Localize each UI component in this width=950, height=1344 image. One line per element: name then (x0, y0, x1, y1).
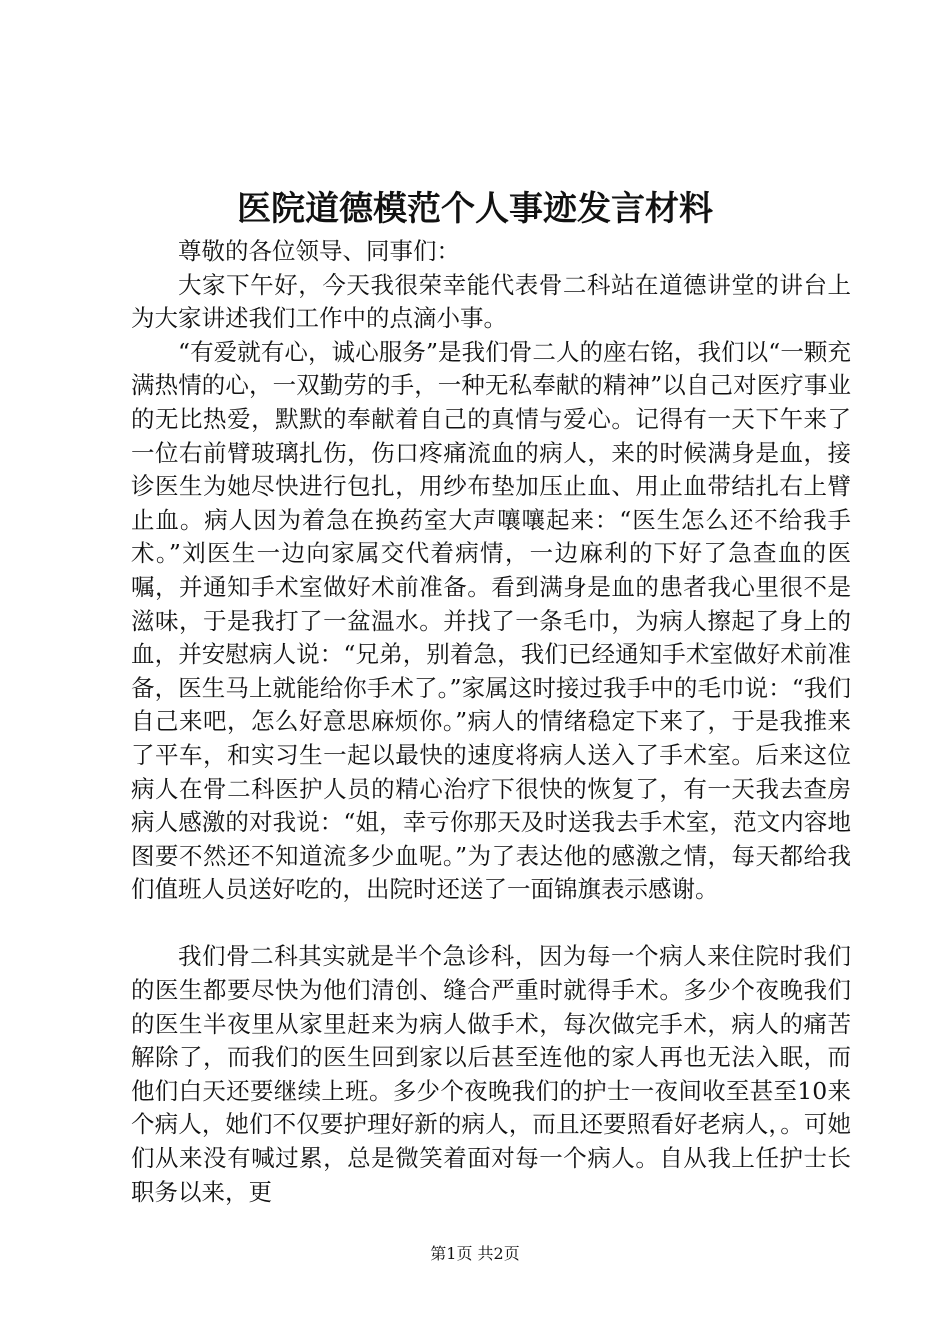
story-paragraph: “有爱就有心，诚心服务”是我们骨二人的座右铭，我们以“一颗充满热情的心，一双勤劳的手，一种无私奉献的精神”以自己对医疗事业的无比热爱，默默的奉献着自己的真情与爱心。记得有一天下午来了一位右前臂玻璃扎伤，伤口疼痛流血的病人，来的时候满身是血，接诊医生为她尽快进行包扎，用纱布垫加压止血、用止血带结扎右上臂止血。病人因为着急在换药室大声嚷嚷起来：“医生怎么还不给我手术。”刘医生一边向家属交代着病情，一边麻利的下好了急查血的医嘱，并通知手术室做好术前准备。看到满身是血的患者我心里很不是滋味，于是我打了一盆温水。并找了一条毛巾，为病人擦起了身上的血，并安慰病人说：“兄弟，别着急，我们已经通知手术室做好术前准备，医生马上就能给你手术了。”家属这时接过我手中的毛巾说：“我们自己来吧，怎么好意思麻烦你。”病人的情绪稳定下来了，于是我推来了平车，和实习生一起以最快的速度将病人送入了手术室。后来这位病人在骨二科医护人员的精心治疗下很快的恢复了，有一天我去查房病人感激的对我说：“姐，幸亏你那天及时送我去手术室，范文内容地图要不然还不知道流多少血呢。”为了表达他的感激之情，每天都给我们值班人员送好吃的，出院时还送了一面锦旗表示感谢。 (131, 337, 851, 904)
document-body (131, 235, 851, 1209)
salutation-paragraph: 尊敬的各位领导、同事们： (178, 237, 460, 265)
document-title: 医院道德模范个人事迹发言材料 (237, 189, 713, 229)
department-paragraph: 我们骨二科其实就是半个急诊科，因为每一个病人来住院时我们的医生都要尽快为他们清创、缝合严重时就得手术。多少个夜晚我们的医生半夜里从家里赶来为病人做手术，每次做完手术，病人的痛苦解除了，而我们的医生回到家以后甚至连他的家人再也无法入眠，而他们白天还要继续上班。多少个夜晚我们的护士一夜间收至甚至10来个病人，她们不仅要护理好新的病人，而且还要照看好老病人，。可她们从来没有喊过累，总是微笑着面对每一个病人。自从我上任护士长职务以来，更 (131, 942, 851, 1206)
greeting-paragraph: 大家下午好，今天我很荣幸能代表骨二科站在道德讲堂的讲台上为大家讲述我们工作中的点滴小事。 (131, 270, 851, 333)
page-number-footer: 第1页 共2页 (430, 1244, 520, 1263)
